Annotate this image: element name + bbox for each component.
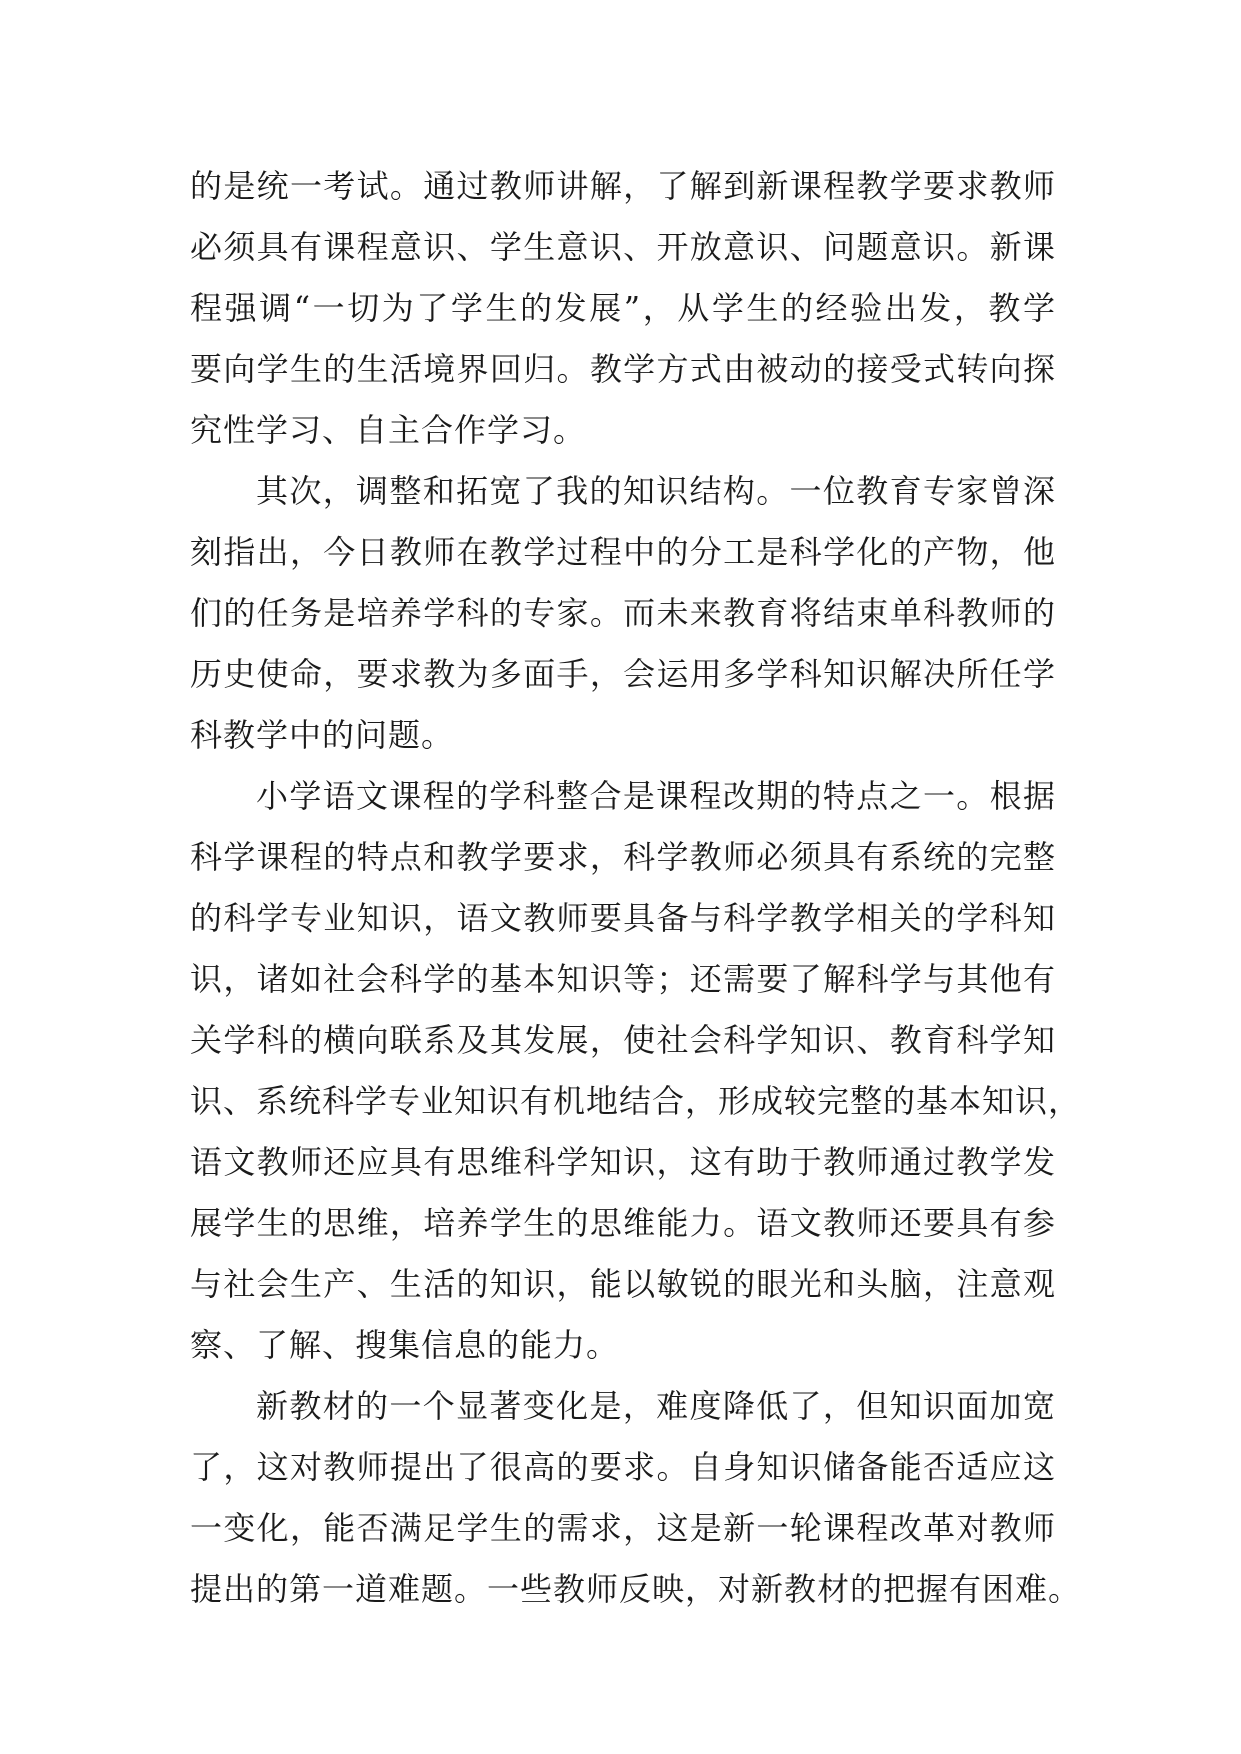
text-line: 刻指出，今日教师在教学过程中的分工是科学化的产物，他 <box>190 533 1056 571</box>
text-line: 的是统一考试。通过教师讲解，了解到新课程教学要求教师 <box>190 167 1056 205</box>
body-text <box>190 156 1082 1620</box>
text-line: 察、了解、搜集信息的能力。 <box>190 1326 620 1364</box>
text-line: 了，这对教师提出了很高的要求。自身知识储备能否适应这 <box>190 1448 1056 1486</box>
text-line: 历史使命，要求教为多面手，会运用多学科知识解决所任学 <box>190 655 1056 693</box>
text-line: 其次，调整和拓宽了我的知识结构。一位教育专家曾深 <box>256 472 1056 510</box>
text-line: 新教材的一个显著变化是，难度降低了，但知识面加宽 <box>256 1387 1056 1425</box>
text-line: 科学课程的特点和教学要求，科学教师必须具有系统的完整 <box>190 838 1056 876</box>
text-line: 要向学生的生活境界回归。教学方式由被动的接受式转向探 <box>190 350 1056 388</box>
text-line: 科教学中的问题。 <box>190 716 455 754</box>
text-line: 一变化，能否满足学生的需求，这是新一轮课程改革对教师 <box>190 1509 1056 1547</box>
text-line: 必须具有课程意识、学生意识、开放意识、问题意识。新课 <box>190 228 1056 266</box>
text-line: 关学科的横向联系及其发展，使社会科学知识、教育科学知 <box>190 1021 1056 1059</box>
text-line: 与社会生产、生活的知识，能以敏锐的眼光和头脑，注意观 <box>190 1265 1056 1303</box>
text-line: 语文教师还应具有思维科学知识，这有助于教师通过教学发 <box>190 1143 1056 1181</box>
text-line: 们的任务是培养学科的专家。而未来教育将结束单科教师的 <box>190 594 1056 632</box>
text-line: 究性学习、自主合作学习。 <box>190 411 587 449</box>
text-line: 提出的第一道难题。一些教师反映，对新教材的把握有困难。 <box>190 1570 1082 1608</box>
text-line: 识、系统科学专业知识有机地结合，形成较完整的基本知识， <box>190 1082 1082 1120</box>
text-line: 程强调“一切为了学生的发展”，从学生的经验出发，教学 <box>190 289 1056 327</box>
text-line: 识，诸如社会科学的基本知识等；还需要了解科学与其他有 <box>190 960 1056 998</box>
text-line: 展学生的思维，培养学生的思维能力。语文教师还要具有参 <box>190 1204 1056 1242</box>
text-line: 小学语文课程的学科整合是课程改期的特点之一。根据 <box>256 777 1056 815</box>
text-line: 的科学专业知识，语文教师要具备与科学教学相关的学科知 <box>190 899 1056 937</box>
